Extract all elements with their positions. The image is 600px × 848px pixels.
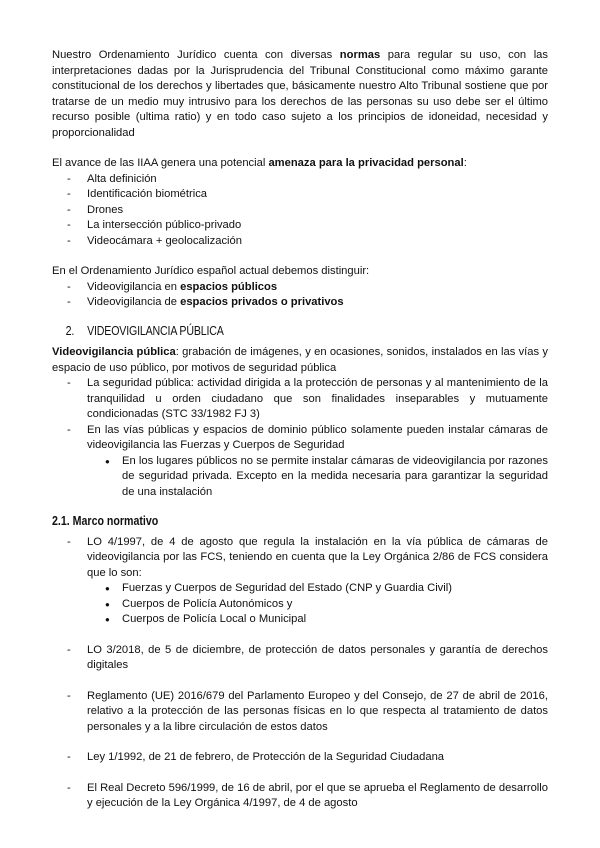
section-2-sublist <box>52 454 548 501</box>
list-item: - LO 3/2018, de 5 de diciembre, de protección de datos personales y garantía de derechos digitales <box>52 643 548 674</box>
laws-list <box>52 750 548 766</box>
list-item: - Identificación biométrica <box>52 187 548 203</box>
section-2-heading: 2. VIDEOVIGILANCIA PÚBLICA <box>65 323 224 338</box>
section-2-list <box>52 376 548 454</box>
list-item: - La intersección público-privado <box>52 218 548 234</box>
section-2-definition: Videovigilancia pública: grabación de imágenes, y en ocasiones, sonidos, instalados en las vías y espacio de uso público, por motivos de seguridad pública <box>52 346 548 374</box>
fcs-list <box>52 581 548 628</box>
list-item: ● Cuerpos de Policía Autonómicos y <box>52 597 548 613</box>
document-page <box>52 48 548 812</box>
list-item: ● Fuerzas y Cuerpos de Seguridad del Estado (CNP y Guardia Civil) <box>52 581 548 597</box>
section-2-1-heading: 2.1. Marco normativo <box>52 514 159 528</box>
list-item: - LO 4/1997, de 4 de agosto que regula la instalación en la vía pública de cámaras de videovigilancia por las FCS, teniendo en cuenta que la Ley Orgánica 2/86 de FCS considera que lo son: <box>52 535 548 582</box>
list-item: - Videocámara + geolocalización <box>52 234 548 250</box>
list-item: - La seguridad pública: actividad dirigida a la protección de personas y al mantenimiento de la tranquilidad u orden ciudadano que son finalidades inseparables y mutuamente condicionadas (STC 33/1982 FJ 3) <box>52 376 548 423</box>
threats-list <box>52 172 548 250</box>
distinguish-list <box>52 280 548 311</box>
list-item: - El Real Decreto 596/1999, de 16 de abril, por el que se aprueba el Reglamento de desarrollo y ejecución de la Ley Orgánica 4/1997, de 4 de agosto <box>52 781 548 812</box>
list-item: - Reglamento (UE) 2016/679 del Parlamento Europeo y del Consejo, de 27 de abril de 2016, relativo a la protección de las personas físicas en lo que respecta al tratamiento de datos personales y a la libre circulación de estos datos <box>52 689 548 736</box>
intro-paragraph: Nuestro Ordenamiento Jurídico cuenta con diversas normas para regular su uso, con las interpretaciones dadas por la Jurisprudencia del Tribunal Constitucional como máximo garante constitucional de los derechos y libertades que, básicamente nuestro Alto Tribunal sostiene que por tratarse de un medio muy intrusivo para los derechos de las personas su uso debe ser el último recurso posible (ultima ratio) y en todo caso sujeto a los principios de idoneidad, necesidad y proporcionalidad <box>52 49 548 139</box>
list-item: ● Cuerpos de Policía Local o Municipal <box>52 612 548 628</box>
list-item: - Videovigilancia en espacios públicos <box>52 280 548 296</box>
list-item: - Drones <box>52 203 548 219</box>
distinguish-intro: En el Ordenamiento Jurídico español actual debemos distinguir: <box>52 265 370 277</box>
threats-intro: El avance de las IIAA genera una potencial amenaza para la privacidad personal: <box>52 157 467 169</box>
laws-list <box>52 781 548 812</box>
list-item: - Alta definición <box>52 172 548 188</box>
list-item: - Ley 1/1992, de 21 de febrero, de Protección de la Seguridad Ciudadana <box>52 750 548 766</box>
list-item: ● En los lugares públicos no se permite instalar cámaras de videovigilancia por razones de seguridad privada. Excepto en la medida necesaria para garantizar la seguridad de una instalación <box>52 454 548 501</box>
laws-list <box>52 689 548 736</box>
legal-framework-list <box>52 535 548 582</box>
list-item: - En las vías públicas y espacios de dominio público solamente pueden instalar cámaras de videovigilancia las Fuerzas y Cuerpos de Seguridad <box>52 423 548 454</box>
list-item: - Videovigilancia de espacios privados o privativos <box>52 295 548 311</box>
laws-list <box>52 643 548 674</box>
